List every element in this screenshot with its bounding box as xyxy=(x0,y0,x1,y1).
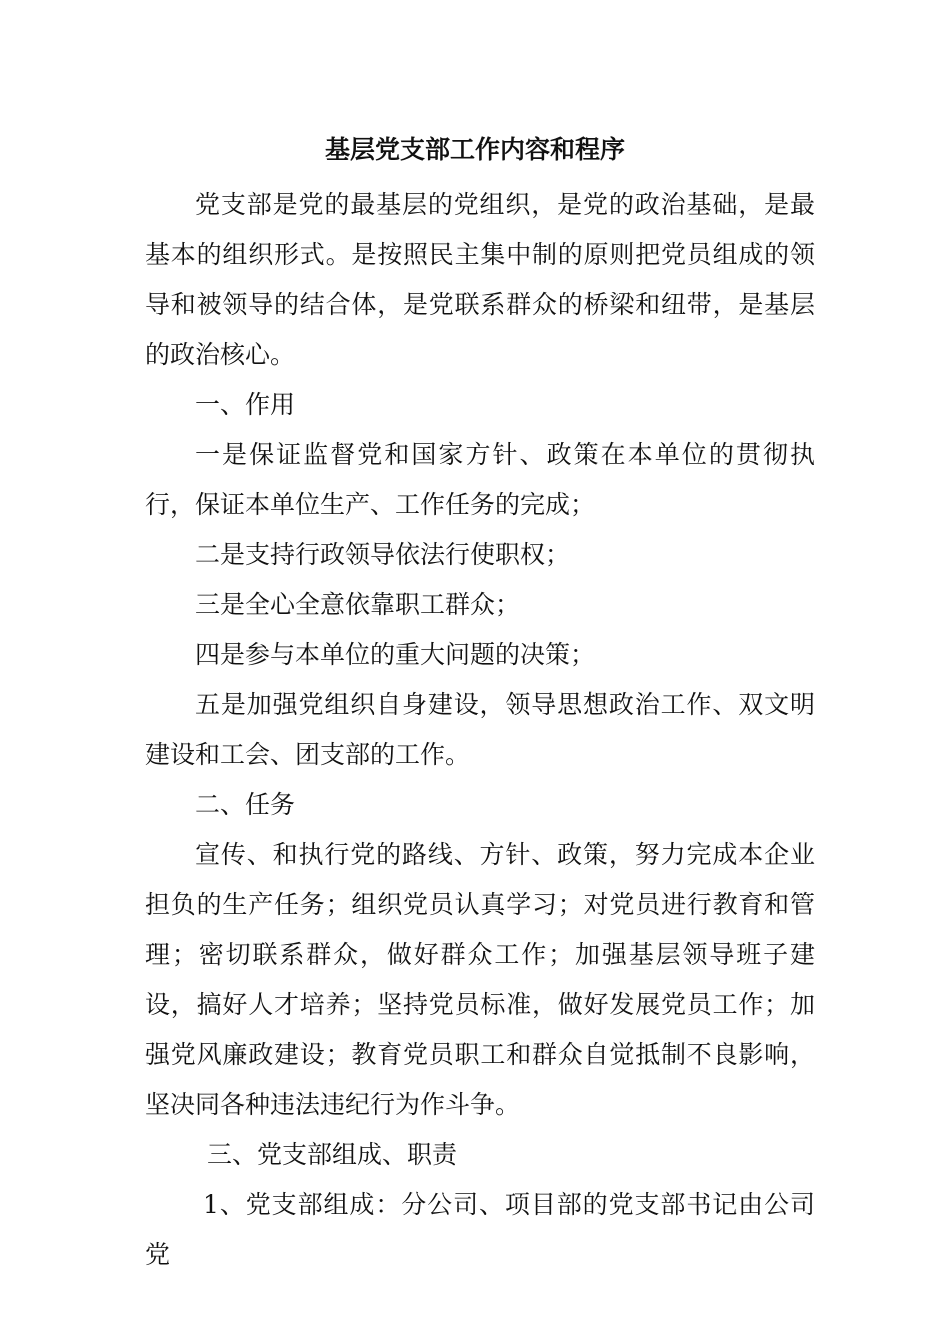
paragraph-role-4: 四是参与本单位的重大问题的决策； xyxy=(195,640,596,669)
paragraph-intro: 党支部是党的最基层的党组织，是党的政治基础，是最基本的组织形式。是按照民主集中制的原则把党员组成的领导和被领导的结合体，是党联系群众的桥梁和纽带，是基层的政治核心。 xyxy=(145,190,815,369)
paragraph-role-5: 五是加强党组织自身建设，领导思想政治工作、双文明建设和工会、团支部的工作。 xyxy=(145,690,815,769)
section-heading-role: 一、作用 xyxy=(195,390,296,419)
paragraph-role-2: 二是支持行政领导依法行使职权； xyxy=(195,540,571,569)
section-heading-tasks: 二、任务 xyxy=(195,790,296,819)
document-title: 基层党支部工作内容和程序 xyxy=(324,135,625,164)
section-heading-composition: 三、党支部组成、职责 xyxy=(207,1140,458,1169)
document-body xyxy=(145,180,815,1280)
paragraph-tasks: 宣传、和执行党的路线、方针、政策，努力完成本企业担负的生产任务；组织党员认真学习；对党员进行教育和管理；密切联系群众，做好群众工作；加强基层领导班子建设，搞好人才培养；坚持党员标准，做好发展党员工作；加强党风廉政建设；教育党员职工和群众自觉抵制不良影响，坚决同各种违法违纪行为作斗争。 xyxy=(145,840,815,1119)
paragraph-role-3: 三是全心全意依靠职工群众； xyxy=(195,590,521,619)
paragraph-role-1: 一是保证监督党和国家方针、政策在本单位的贯彻执行，保证本单位生产、工作任务的完成； xyxy=(145,440,815,519)
paragraph-composition: 1、党支部组成：分公司、项目部的党支部书记由公司党 xyxy=(145,1190,815,1269)
